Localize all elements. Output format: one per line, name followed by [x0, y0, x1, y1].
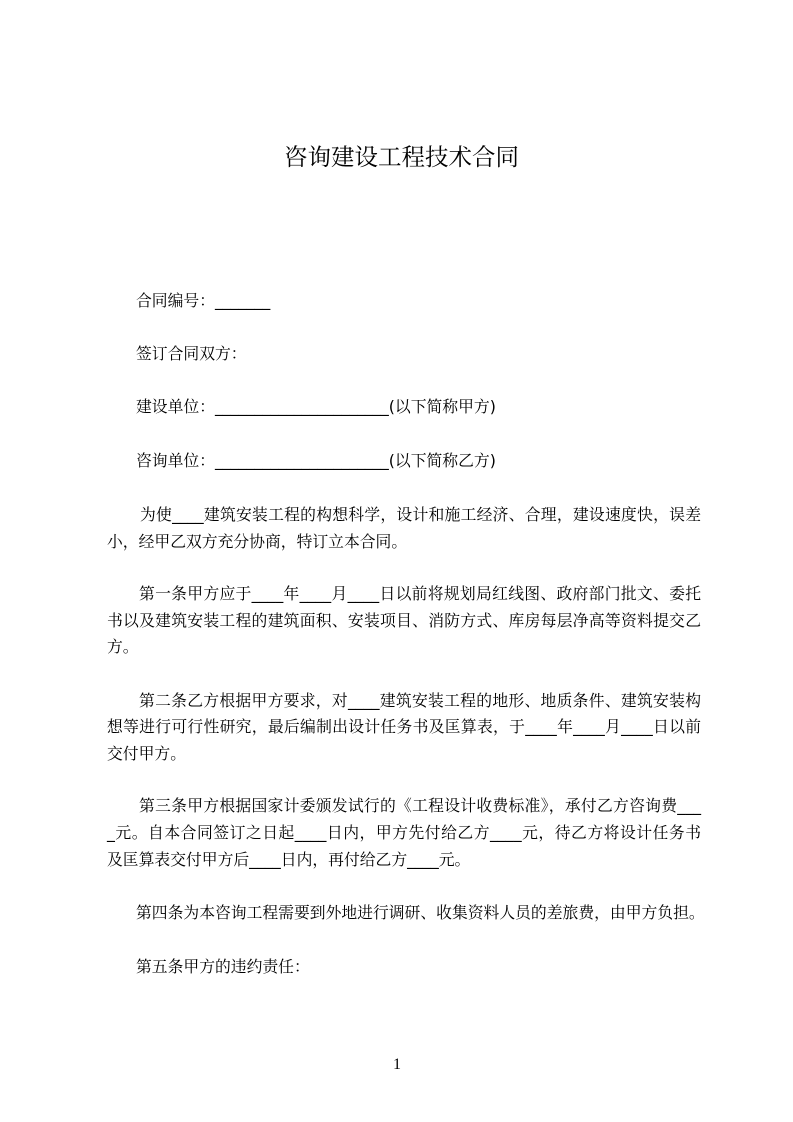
article-3-line-1: 第三条甲方根据国家计委颁发试行的《工程设计收费标准》，承付乙方咨询费___ — [139, 796, 701, 815]
party-a-line: 建设单位：______________________(以下简称甲方) — [136, 397, 496, 416]
article-2-line-2: 想等进行可行性研究，最后编制出设计任务书及匡算表，于____年____月____日以前 — [107, 717, 701, 736]
preamble-line-2: 小，经甲乙双方充分协商，特订立本合同。 — [107, 532, 408, 551]
article-1-line-3: 方。 — [107, 637, 139, 656]
parties-label: 签订合同双方： — [136, 344, 247, 363]
preamble-line-1: 为使____建筑安装工程的构想科学，设计和施工经济、合理，建设速度快，误差 — [140, 505, 701, 524]
article-2-line-3: 交付甲方。 — [107, 744, 186, 763]
document-title: 咨询建设工程技术合同 — [284, 143, 519, 171]
page-number: 1 — [393, 1056, 401, 1073]
article-5-heading: 第五条甲方的违约责任： — [136, 957, 310, 976]
article-1-line-2: 书以及建筑安装工程的建筑面积、安装项目、消防方式、库房每层净高等资料提交乙 — [107, 611, 701, 630]
article-3-line-3: 及匡算表交付甲方后____日内，再付给乙方____元。 — [107, 850, 471, 869]
article-1-line-1: 第一条甲方应于____年____月____日以前将规划局红线图、政府部门批文、委托 — [139, 584, 701, 603]
party-b-line: 咨询单位：______________________(以下简称乙方) — [136, 451, 496, 470]
article-4-line: 第四条为本咨询工程需要到外地进行调研、收集资料人员的差旅费，由甲方负担。 — [136, 903, 705, 922]
article-2-line-1: 第二条乙方根据甲方要求，对____建筑安装工程的地形、地质条件、建筑安装构 — [139, 691, 701, 710]
article-3-line-2: _元。自本合同签订之日起____日内，甲方先付给乙方____元，待乙方将设计任务书 — [107, 823, 701, 842]
contract-number-line: 合同编号：_______ — [136, 291, 271, 310]
